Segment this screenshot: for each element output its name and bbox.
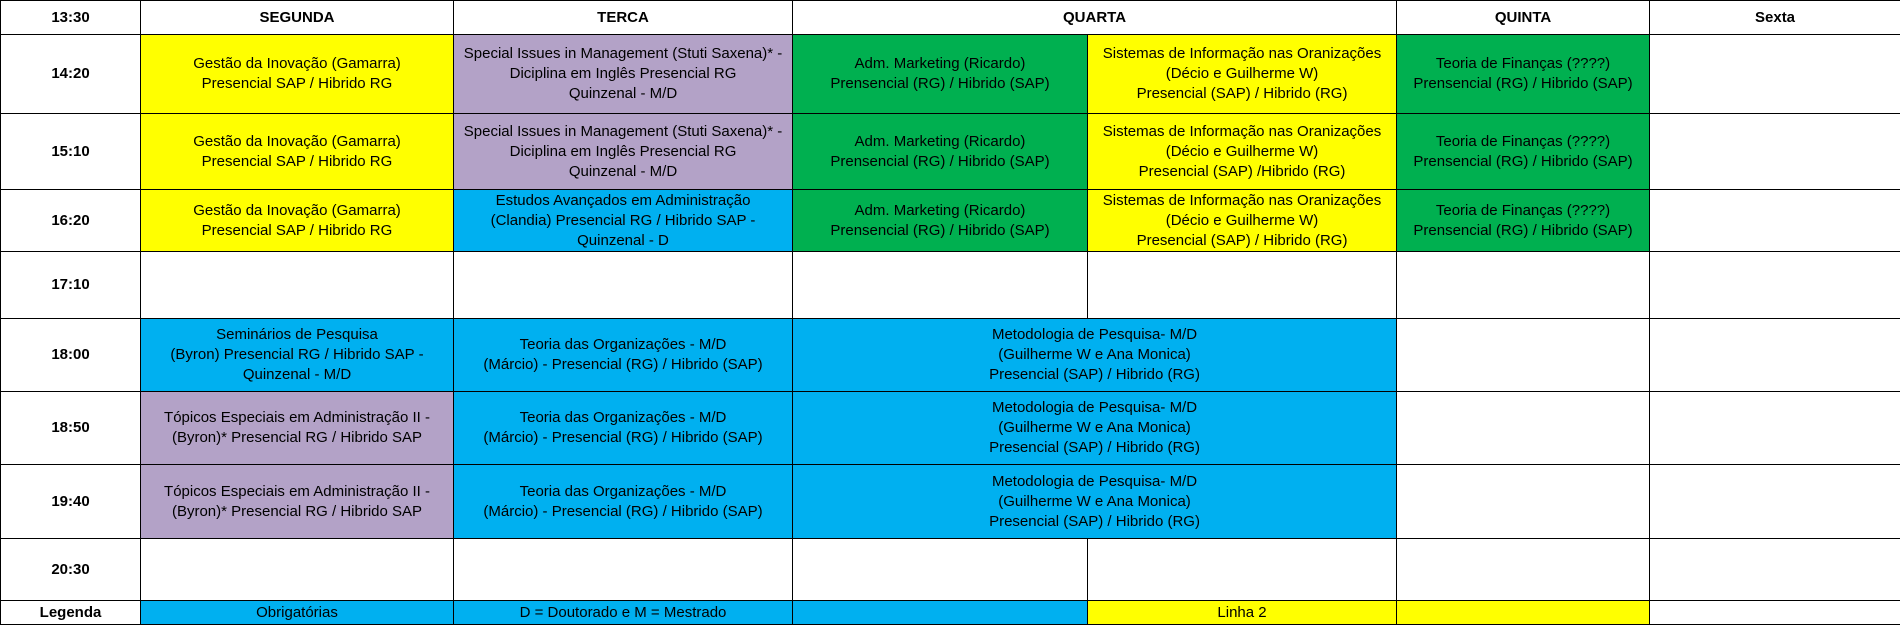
empty-cell	[1650, 190, 1900, 252]
empty-cell	[1650, 392, 1900, 465]
day-header-sexta: Sexta	[1650, 1, 1900, 35]
schedule-row	[1, 190, 1900, 252]
class-cell: Special Issues in Management (Stuti Saxena)* - Diciplina em Inglês Presencial RG Quinzenal - M/D	[454, 35, 793, 114]
class-cell: Sistemas de Informação nas Oranizações (Décio e Guilherme W) Presencial (SAP) /Hibrido (RG)	[1088, 114, 1397, 190]
legend-niveis: D = Doutorado e M = Mestrado	[454, 601, 793, 625]
header-row	[1, 1, 1900, 35]
class-cell: Teoria das Organizações - M/D (Márcio) - Presencial (RG) / Hibrido (SAP)	[454, 392, 793, 465]
empty-cell	[454, 539, 793, 601]
empty-cell	[1650, 465, 1900, 539]
class-cell: Gestão da Inovação (Gamarra) Presencial SAP / Hibrido RG	[141, 114, 454, 190]
legend-blue-swatch	[793, 601, 1088, 625]
class-cell: Special Issues in Management (Stuti Saxena)* - Diciplina em Inglês Presencial RG Quinzenal - M/D	[454, 114, 793, 190]
time-label: 15:10	[1, 114, 141, 190]
class-cell: Sistemas de Informação nas Oranizações (Décio e Guilherme W) Presencial (SAP) / Hibrido (RG)	[1088, 35, 1397, 114]
class-cell: Teoria de Finanças (????) Prensencial (RG) / Hibrido (SAP)	[1397, 190, 1650, 252]
legend-row	[1, 601, 1900, 625]
class-cell: Tópicos Especiais em Administração II - (Byron)* Presencial RG / Hibrido SAP	[141, 465, 454, 539]
empty-cell	[1088, 252, 1397, 319]
class-cell: Teoria das Organizações - M/D (Márcio) - Presencial (RG) / Hibrido (SAP)	[454, 465, 793, 539]
empty-cell	[1397, 252, 1650, 319]
class-cell: Seminários de Pesquisa (Byron) Presencial RG / Hibrido SAP - Quinzenal - M/D	[141, 319, 454, 392]
class-cell: Gestão da Inovação (Gamarra) Presencial SAP / Hibrido RG	[141, 35, 454, 114]
empty-cell	[1397, 539, 1650, 601]
class-cell: Gestão da Inovação (Gamarra) Presencial SAP / Hibrido RG	[141, 190, 454, 252]
legend-label: Legenda	[1, 601, 141, 625]
class-cell: Adm. Marketing (Ricardo) Prensencial (RG) / Hibrido (SAP)	[793, 114, 1088, 190]
empty-cell	[1397, 392, 1650, 465]
class-cell: Estudos Avançados em Administração (Clandia) Presencial RG / Hibrido SAP - Quinzenal - D	[454, 190, 793, 252]
class-cell: Metodologia de Pesquisa- M/D (Guilherme W e Ana Monica) Presencial (SAP) / Hibrido (RG)	[793, 319, 1397, 392]
day-header-segunda: SEGUNDA	[141, 1, 454, 35]
schedule-row	[1, 114, 1900, 190]
empty-cell	[141, 252, 454, 319]
empty-cell	[1088, 539, 1397, 601]
empty-cell	[1397, 319, 1650, 392]
schedule-row	[1, 319, 1900, 392]
time-label: 16:20	[1, 190, 141, 252]
day-header-quinta: QUINTA	[1397, 1, 1650, 35]
class-cell: Adm. Marketing (Ricardo) Prensencial (RG) / Hibrido (SAP)	[793, 190, 1088, 252]
empty-cell	[454, 252, 793, 319]
class-cell: Teoria das Organizações - M/D (Márcio) - Presencial (RG) / Hibrido (SAP)	[454, 319, 793, 392]
schedule-row	[1, 392, 1900, 465]
time-label: 18:50	[1, 392, 141, 465]
empty-cell	[793, 252, 1088, 319]
empty-cell	[1650, 319, 1900, 392]
class-cell: Tópicos Especiais em Administração II - (Byron)* Presencial RG / Hibrido SAP	[141, 392, 454, 465]
schedule-row	[1, 35, 1900, 114]
day-header-terca: TERCA	[454, 1, 793, 35]
class-cell: Teoria de Finanças (????) Prensencial (RG) / Hibrido (SAP)	[1397, 114, 1650, 190]
empty-cell	[1397, 465, 1650, 539]
time-label: 14:20	[1, 35, 141, 114]
class-cell: Teoria de Finanças (????) Prensencial (RG) / Hibrido (SAP)	[1397, 35, 1650, 114]
header-time: 13:30	[1, 1, 141, 35]
schedule-row	[1, 465, 1900, 539]
time-label: 18:00	[1, 319, 141, 392]
class-cell: Adm. Marketing (Ricardo) Prensencial (RG) / Hibrido (SAP)	[793, 35, 1088, 114]
legend-obrigatorias: Obrigatórias	[141, 601, 454, 625]
class-cell: Sistemas de Informação nas Oranizações (Décio e Guilherme W) Presencial (SAP) / Hibrido (RG)	[1088, 190, 1397, 252]
time-label: 20:30	[1, 539, 141, 601]
time-label: 19:40	[1, 465, 141, 539]
time-label: 17:10	[1, 252, 141, 319]
empty-cell	[1650, 35, 1900, 114]
empty-cell	[1650, 539, 1900, 601]
legend-yellow-swatch	[1397, 601, 1650, 625]
empty-cell	[793, 539, 1088, 601]
empty-cell	[141, 539, 454, 601]
day-header-quarta: QUARTA	[793, 1, 1397, 35]
empty-cell	[1650, 114, 1900, 190]
empty-cell	[1650, 601, 1900, 625]
empty-cell	[1650, 252, 1900, 319]
legend-linha2: Linha 2	[1088, 601, 1397, 625]
class-cell: Metodologia de Pesquisa- M/D (Guilherme W e Ana Monica) Presencial (SAP) / Hibrido (RG)	[793, 392, 1397, 465]
class-cell: Metodologia de Pesquisa- M/D (Guilherme W e Ana Monica) Presencial (SAP) / Hibrido (RG)	[793, 465, 1397, 539]
schedule-row	[1, 539, 1900, 601]
schedule-row	[1, 252, 1900, 319]
